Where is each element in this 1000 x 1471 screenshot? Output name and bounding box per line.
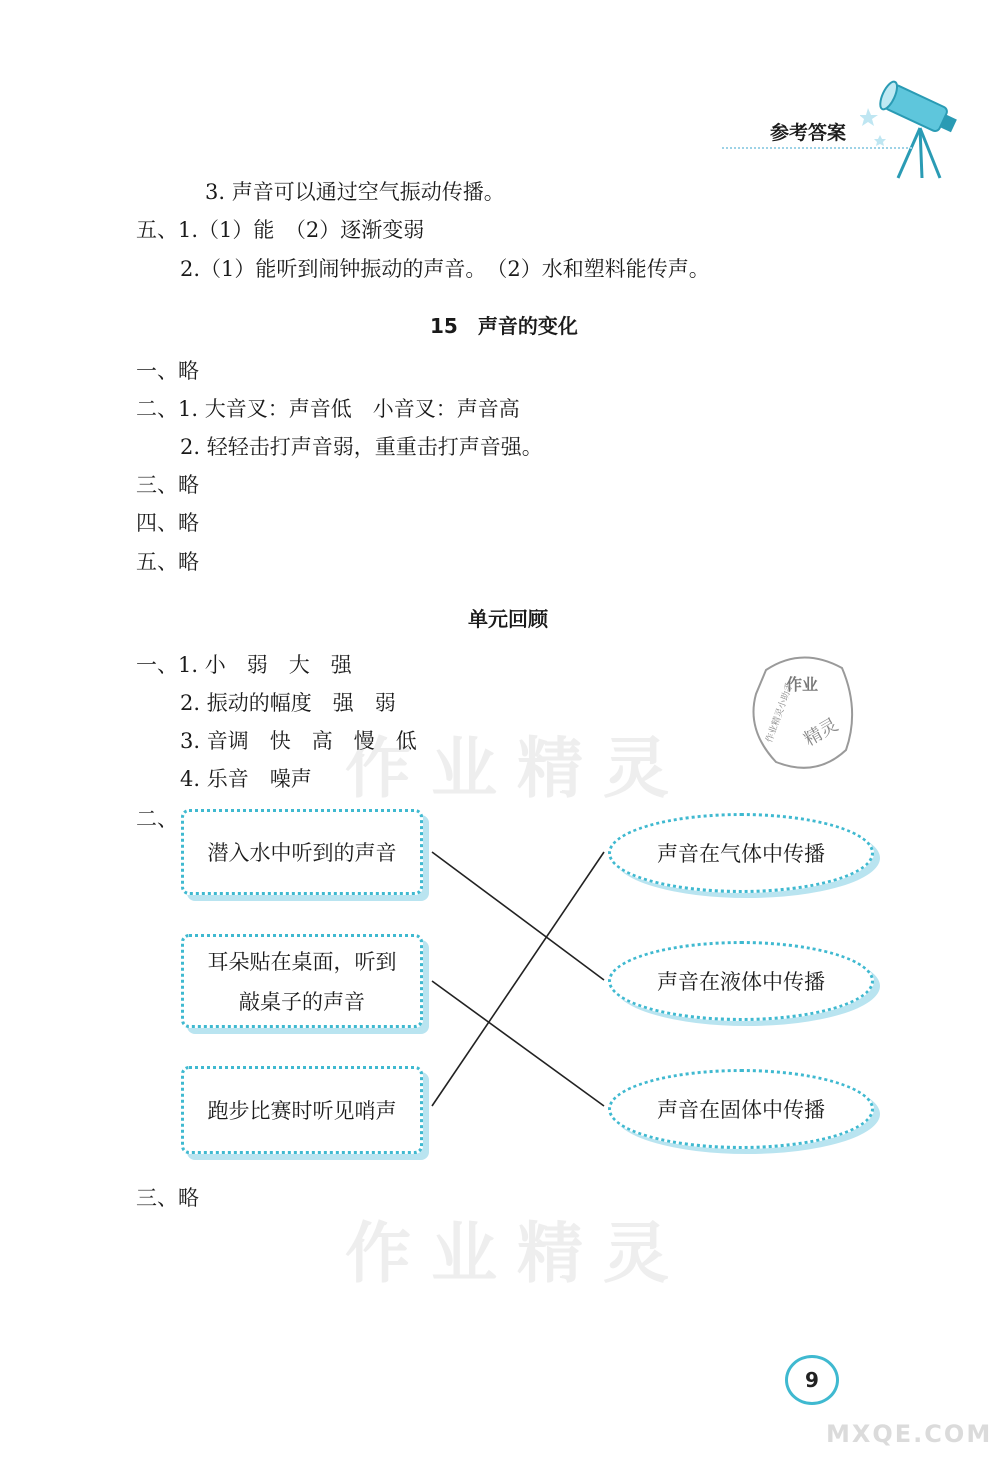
match-right-oval xyxy=(608,941,874,1021)
answer-line: 2. 振动的幅度 强 弱 xyxy=(180,691,396,715)
answer-line: 2. 轻轻击打声音弱，重重击打声音强。 xyxy=(180,435,543,459)
match-left-box xyxy=(181,934,423,1028)
answer-line: 4. 乐音 噪声 xyxy=(180,767,312,791)
svg-text:作业: 作业 xyxy=(786,675,819,694)
match-right-text: 声音在气体中传播 xyxy=(657,842,825,866)
answer-line: 三、略 xyxy=(136,473,199,497)
part-label: 二、 xyxy=(136,807,178,831)
match-right-text: 声音在液体中传播 xyxy=(657,970,825,994)
match-left-box xyxy=(181,1066,423,1154)
header-title: 参考答案 xyxy=(770,122,847,144)
answer-line: 四、略 xyxy=(136,511,199,535)
match-right-text: 声音在固体中传播 xyxy=(657,1098,825,1122)
answer-line: 一、略 xyxy=(136,359,199,383)
answer-line: 三、略 xyxy=(136,1186,199,1210)
answer-line: 一、1. 小 弱 大 强 xyxy=(136,653,352,677)
match-left-box xyxy=(181,809,423,895)
watermark: 作业精灵 xyxy=(345,730,689,807)
site-watermark: MXQE.COM xyxy=(826,1420,993,1448)
match-left-text: 跑步比赛时听见哨声 xyxy=(207,1099,397,1123)
answer-line: 3. 音调 快 高 慢 低 xyxy=(180,729,417,753)
watermark: 作业精灵 xyxy=(345,1215,689,1292)
svg-text:精灵: 精灵 xyxy=(800,714,843,751)
answer-line: 五、略 xyxy=(136,550,199,574)
match-left-text: 敲桌子的声音 xyxy=(239,990,365,1014)
svg-text:作业精灵小助手: 作业精灵小助手 xyxy=(764,681,796,745)
review-title: 单元回顾 xyxy=(468,607,548,631)
answer-line: 3. 声音可以通过空气振动传播。 xyxy=(205,180,505,204)
match-line xyxy=(432,981,604,1106)
page-number: 9 xyxy=(785,1355,839,1405)
answer-line: 五、1.（1）能 （2）逐渐变弱 xyxy=(136,218,425,242)
match-right-oval xyxy=(608,813,874,893)
match-line xyxy=(432,852,604,980)
match-left-text: 耳朵贴在桌面，听到 xyxy=(207,950,397,974)
answer-line: 二、1. 大音叉：声音低 小音叉：声音高 xyxy=(136,397,520,421)
match-right-oval xyxy=(608,1069,874,1149)
answer-line: 2.（1）能听到闹钟振动的声音。 （2）水和塑料能传声。 xyxy=(180,257,710,281)
match-line xyxy=(432,852,604,1106)
match-left-text: 潜入水中听到的声音 xyxy=(207,841,397,865)
stamp-logo xyxy=(746,650,858,776)
section-title: 15 声音的变化 xyxy=(430,314,578,338)
